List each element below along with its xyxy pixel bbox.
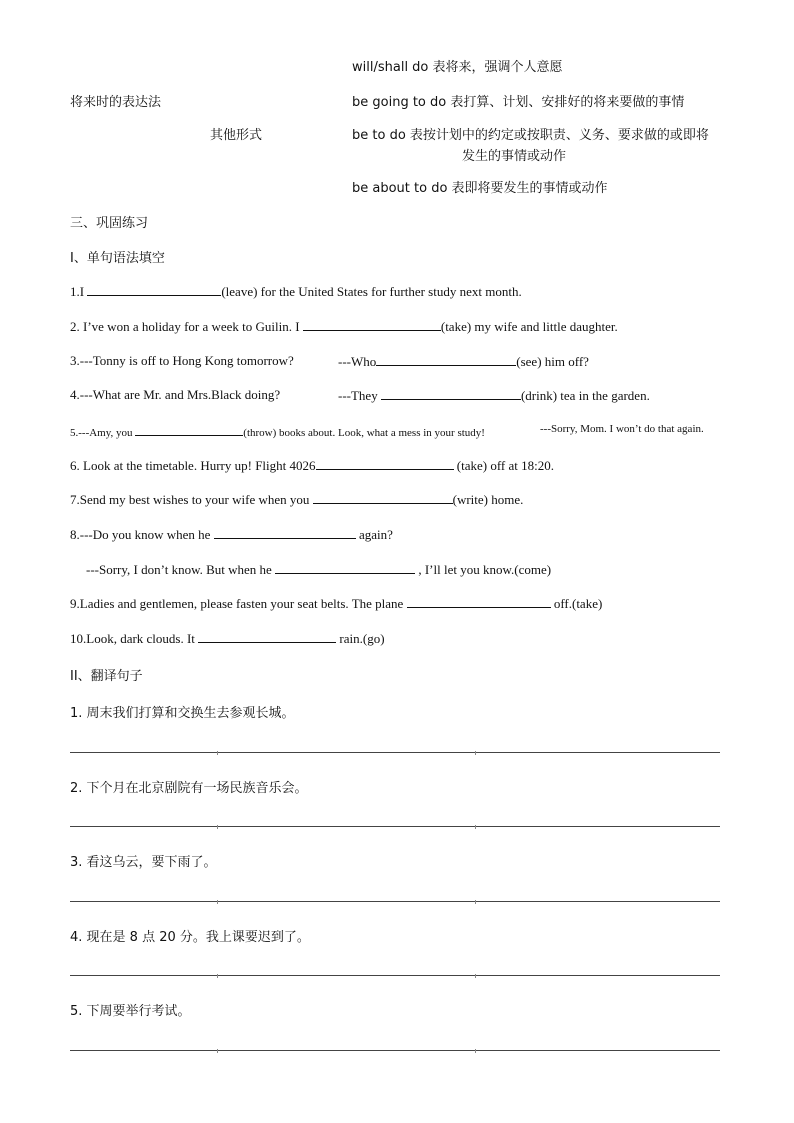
part1-title: I、单句语法填空 xyxy=(70,251,165,266)
answer-blank[interactable] xyxy=(214,526,356,539)
answer-blank[interactable] xyxy=(316,457,454,470)
question-1: 1.I (leave) for the United States for further study next month. xyxy=(70,284,522,299)
future-item-be-to: be to do 表按计划中的约定或按职责、义务、要求做的或即将 xyxy=(352,128,709,143)
question-5-reply: ---Sorry, Mom. I won’t do that again. xyxy=(540,423,704,435)
answer-line[interactable] xyxy=(70,901,720,902)
question-3-b: ---Who (see) him off? xyxy=(338,354,589,369)
question-5: 5.---Amy, you (throw) books about. Look, what a mess in your study! xyxy=(70,423,485,439)
translation-item-4: 4. 现在是 8 点 20 分。我上课要迟到了。 xyxy=(70,930,310,945)
question-2: 2. I’ve won a holiday for a week to Guilin. I (take) my wife and little daughter. xyxy=(70,319,618,334)
question-7: 7.Send my best wishes to your wife when you (write) home. xyxy=(70,492,524,507)
question-4-a: 4.---What are Mr. and Mrs.Black doing? xyxy=(70,387,281,402)
answer-line[interactable] xyxy=(70,826,720,827)
section-title: 三、巩固练习 xyxy=(70,216,149,231)
future-item-will: will/shall do 表将来，强调个人意愿 xyxy=(352,60,563,75)
question-9: 9.Ladies and gentlemen, please fasten your seat belts. The plane off.(take) xyxy=(70,596,603,611)
answer-line[interactable] xyxy=(70,975,720,976)
translation-item-3: 3. 看这乌云，要下雨了。 xyxy=(70,855,217,870)
answer-blank[interactable] xyxy=(381,387,521,400)
translation-item-1: 1. 周末我们打算和交换生去参观长城。 xyxy=(70,706,295,721)
part2-title: II、翻译句子 xyxy=(70,669,143,684)
question-10: 10.Look, dark clouds. It rain.(go) xyxy=(70,631,385,646)
future-item-be-to-cont: 发生的事情或动作 xyxy=(462,149,567,164)
answer-blank[interactable] xyxy=(303,318,441,331)
translation-item-2: 2. 下个月在北京剧院有一场民族音乐会。 xyxy=(70,781,308,796)
answer-blank[interactable] xyxy=(198,630,336,643)
answer-blank[interactable] xyxy=(87,283,221,296)
answer-blank[interactable] xyxy=(407,595,551,608)
question-3-a: 3.---Tonny is off to Hong Kong tomorrow? xyxy=(70,353,294,368)
answer-blank[interactable] xyxy=(313,491,453,504)
answer-line[interactable] xyxy=(70,1050,720,1051)
question-8-b: ---Sorry, I don’t know. But when he , I’ll let you know.(come) xyxy=(86,562,552,577)
answer-blank[interactable] xyxy=(376,353,516,366)
question-6: 6. Look at the timetable. Hurry up! Flight 4026 (take) off at 18:20. xyxy=(70,458,554,473)
future-sub-label: 其他形式 xyxy=(210,128,263,143)
translation-item-5: 5. 下周要举行考试。 xyxy=(70,1004,191,1019)
question-4-b: ---They (drink) tea in the garden. xyxy=(338,388,650,403)
future-row-label: 将来时的表达法 xyxy=(70,95,162,110)
question-8: 8.---Do you know when he again? xyxy=(70,527,393,542)
answer-blank[interactable] xyxy=(135,423,243,436)
answer-blank[interactable] xyxy=(275,561,415,574)
future-item-about-to: be about to do 表即将要发生的事情或动作 xyxy=(352,181,608,196)
answer-line[interactable] xyxy=(70,752,720,753)
future-item-going-to: be going to do 表打算、计划、安排好的将来要做的事情 xyxy=(352,95,685,110)
